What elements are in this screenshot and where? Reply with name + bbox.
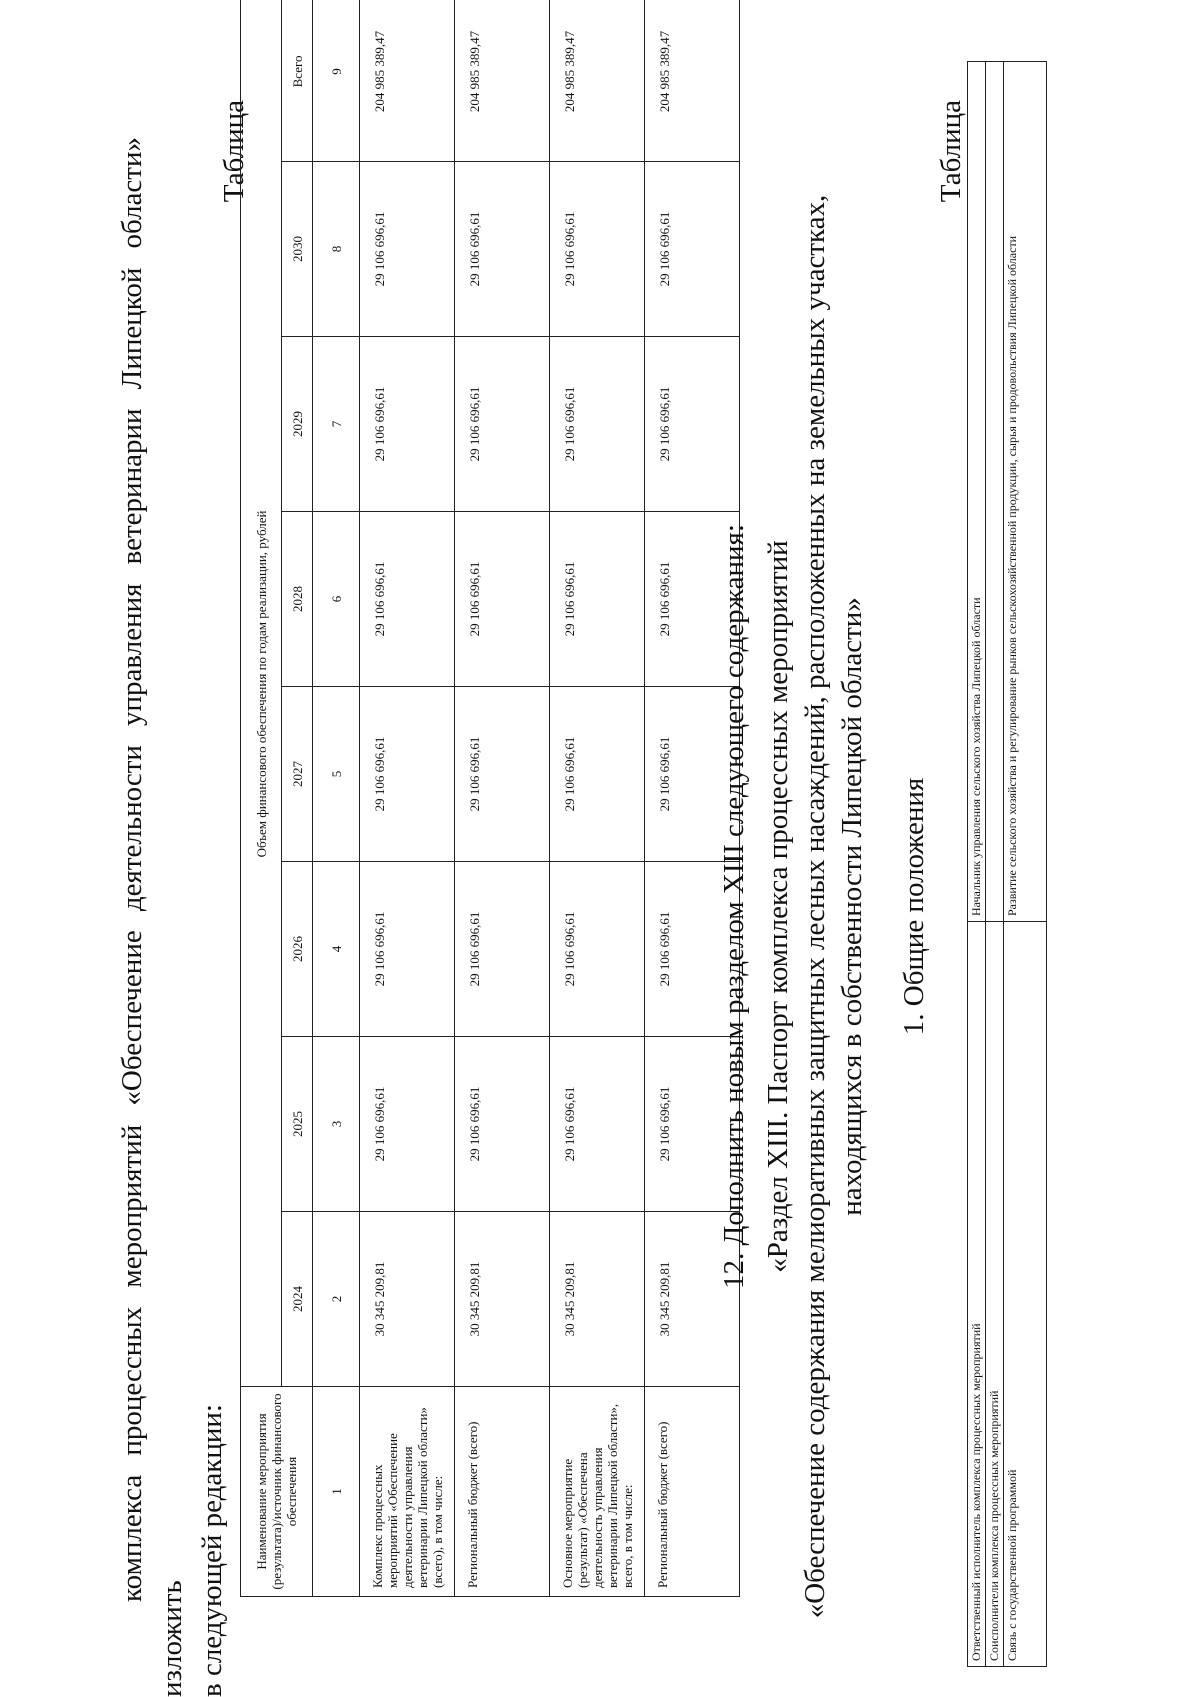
row-name: Региональный бюджет (всего): [455, 1387, 550, 1597]
header-year: 2028: [282, 512, 313, 687]
cell-total: 204 985 389,47: [550, 0, 645, 162]
passport-value: Начальник управления сельского хозяйства Липецкой области: [968, 62, 986, 922]
header-year: 2026: [282, 862, 313, 1037]
row-name: Региональный бюджет (всего): [645, 1387, 740, 1597]
cell-value: 29 106 696,61: [645, 862, 740, 1037]
intro-line-2: в следующей редакции:: [196, 1404, 228, 1697]
column-number: 5: [313, 687, 360, 862]
cell-value: 29 106 696,61: [360, 1037, 455, 1212]
column-number: 1: [313, 1387, 360, 1597]
cell-value: 30 345 209,81: [360, 1212, 455, 1387]
section-title-line-3: находящихся в собственности Липецкой области»: [836, 597, 868, 1216]
cell-value: 29 106 696,61: [645, 1037, 740, 1212]
passport-label: Ответственный исполнитель комплекса процессных мероприятий: [968, 922, 986, 1667]
intro-paragraph: [112, 137, 232, 1697]
cell-value: 29 106 696,61: [645, 337, 740, 512]
column-number: 4: [313, 862, 360, 1037]
cell-value: 29 106 696,61: [360, 162, 455, 337]
passport-label: Связь с государственной программой: [1004, 922, 1047, 1667]
column-number: 7: [313, 337, 360, 512]
cell-value: 29 106 696,61: [550, 337, 645, 512]
cell-value: 29 106 696,61: [455, 1037, 550, 1212]
cell-value: 29 106 696,61: [360, 337, 455, 512]
passport-value: [986, 62, 1004, 922]
table-row: [360, 0, 455, 1597]
cell-value: 29 106 696,61: [550, 162, 645, 337]
cell-value: 30 345 209,81: [550, 1212, 645, 1387]
section-title-line-1: «Раздел XIII. Паспорт комплекса процессных мероприятий: [762, 540, 794, 1273]
table-row: [455, 0, 550, 1597]
table-2-label: Таблица: [935, 100, 967, 203]
header-name-source: Наименование мероприятия (результата)/источник финансового обеспечения: [241, 1387, 313, 1597]
cell-value: 30 345 209,81: [455, 1212, 550, 1387]
column-number: 6: [313, 512, 360, 687]
header-funding-group: Объем финансового обеспечения по годам реализации, рублей: [241, 0, 282, 1387]
funding-table: [240, 0, 740, 1597]
cell-value: 30 345 209,81: [645, 1212, 740, 1387]
cell-value: 29 106 696,61: [550, 1037, 645, 1212]
cell-value: 29 106 696,61: [455, 687, 550, 862]
general-provisions-heading: 1. Общие положения: [898, 777, 930, 1036]
cell-value: 29 106 696,61: [550, 862, 645, 1037]
header-year: 2029: [282, 337, 313, 512]
table-row: [550, 0, 645, 1597]
section-title-line-2: «Обеспечение содержания мелиоративных защитных лесных насаждений, расположенных на земельных участках,: [799, 194, 831, 1619]
section-12-heading: 12. Дополнить новым разделом XIII следующего содержания:: [718, 524, 750, 1289]
passport-value: Развитие сельского хозяйства и регулирование рынков сельскохозяйственной продукции, сырья и продовольствия Липецкой области: [1004, 62, 1047, 922]
cell-value: 29 106 696,61: [550, 687, 645, 862]
column-number: 8: [313, 162, 360, 337]
table-row: [986, 62, 1004, 1667]
header-total: Всего: [282, 0, 313, 162]
cell-value: 29 106 696,61: [645, 162, 740, 337]
cell-value: 29 106 696,61: [455, 337, 550, 512]
cell-value: 29 106 696,61: [455, 162, 550, 337]
intro-line-1: комплекса процессных мероприятий «Обеспечение деятельности управления ветеринарии Липецкой области» изложить: [116, 137, 188, 1697]
passport-label: Соисполнители комплекса процессных мероприятий: [986, 922, 1004, 1667]
table-row: [968, 62, 986, 1667]
cell-value: 29 106 696,61: [645, 512, 740, 687]
table-1-label: Таблица: [218, 100, 250, 203]
header-year: 2025: [282, 1037, 313, 1212]
cell-value: 29 106 696,61: [360, 687, 455, 862]
column-number: 9: [313, 0, 360, 162]
header-year: 2024: [282, 1212, 313, 1387]
passport-table: [967, 61, 1047, 1667]
cell-total: 204 985 389,47: [645, 0, 740, 162]
section-xiii-title: [760, 116, 871, 1697]
column-number: 2: [313, 1212, 360, 1387]
cell-total: 204 985 389,47: [455, 0, 550, 162]
row-name: Основное мероприятие (результат) «Обеспечена деятельность управления ветеринарии Липецкой области», всего, в том числе:: [550, 1387, 645, 1597]
cell-value: 29 106 696,61: [360, 862, 455, 1037]
cell-value: 29 106 696,61: [550, 512, 645, 687]
row-name: Комплекс процессных мероприятий «Обеспечение деятельности управления ветеринарии Липецкой области» (всего), в том числе:: [360, 1387, 455, 1597]
cell-value: 29 106 696,61: [455, 512, 550, 687]
column-number: 3: [313, 1037, 360, 1212]
header-year: 2030: [282, 162, 313, 337]
cell-total: 204 985 389,47: [360, 0, 455, 162]
table-row: [1004, 62, 1047, 1667]
cell-value: 29 106 696,61: [645, 687, 740, 862]
cell-value: 29 106 696,61: [360, 512, 455, 687]
header-year: 2027: [282, 687, 313, 862]
cell-value: 29 106 696,61: [455, 862, 550, 1037]
